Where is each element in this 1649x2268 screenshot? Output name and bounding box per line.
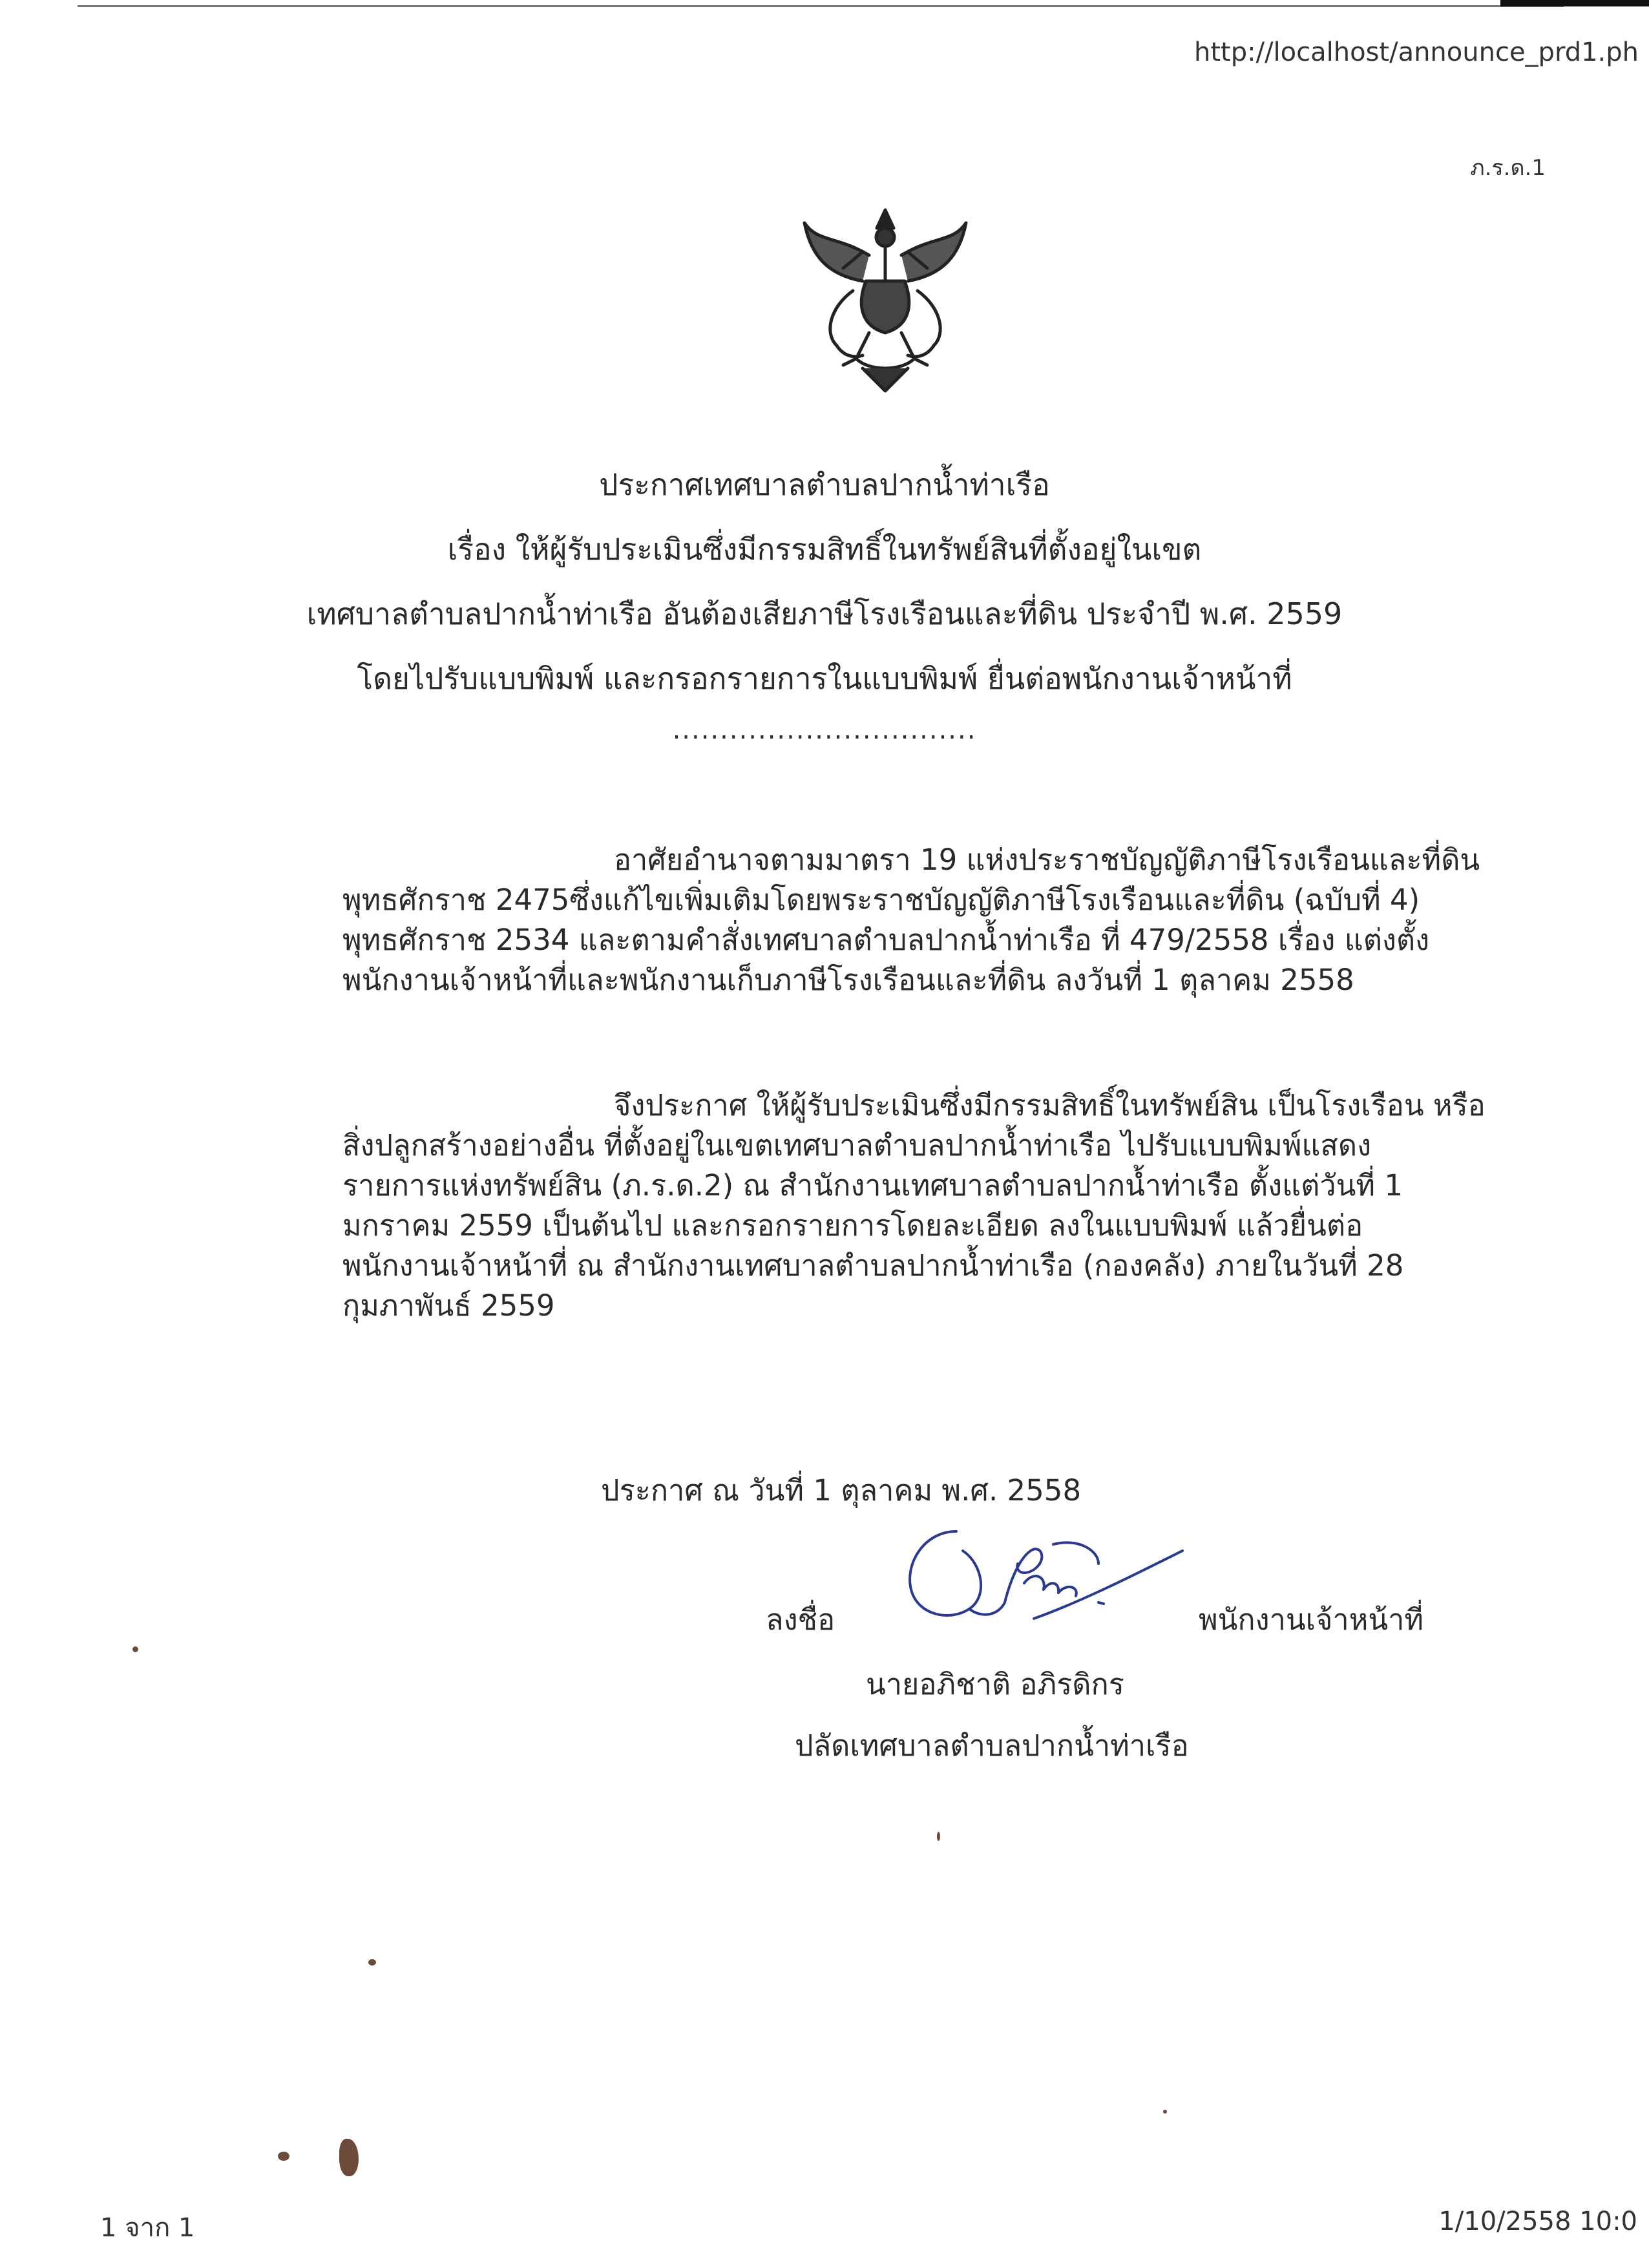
sign-label: ลงชื่อ (766, 1602, 835, 1637)
para1-line-2: พุทธศักราช 2475ซึ่งแก้ไขเพิ่มเติมโดยพระราชบัญญัติภาษีโรงเรือนและที่ดิน (ฉบับที่ 4) (342, 883, 1420, 917)
para1-line-3: พุทธศักราช 2534 และตามคำสั่งเทศบาลตำบลปากน้ำท่าเรือ ที่ 479/2558 เรื่อง แต่งตั้ง (342, 923, 1430, 957)
signer-name: นายอภิชาติ อภิรดิกร (866, 1667, 1124, 1701)
title-line-4: โดยไปรับแบบพิมพ์ และกรอกรายการในแบบพิมพ์ ยื่นต่อพนักงานเจ้าหน้าที่ (357, 661, 1292, 696)
scan-speck (132, 1646, 138, 1652)
title-dots-divider: ................................ (672, 715, 977, 745)
para2-line-5: พนักงานเจ้าหน้าที่ ณ สำนักงานเทศบาลตำบลปากน้ำท่าเรือ (กองคลัง) ภายในวันที่ 28 (342, 1248, 1404, 1283)
header-url: http://localhost/announce_prd1.ph (1194, 37, 1639, 67)
announcement-title (0, 452, 1649, 750)
garuda-emblem-icon (792, 197, 979, 404)
page-counter: 1 จาก 1 (100, 2213, 195, 2243)
announce-date: ประกาศ ณ วันที่ 1 ตุลาคม พ.ศ. 2558 (601, 1473, 1082, 1507)
body-paragraph-2 (342, 1086, 1538, 1326)
scan-speck (937, 1832, 940, 1841)
signature-image (885, 1506, 1195, 1654)
para2-line-3: รายการแห่งทรัพย์สิน (ภ.ร.ด.2) ณ สำนักงานเทศบาลตำบลปากน้ำท่าเรือ ตั้งแต่วันที่ 1 (342, 1168, 1403, 1202)
signer-title: ปลัดเทศบาลตำบลปากน้ำท่าเรือ (795, 1728, 1189, 1763)
body-paragraph-1 (342, 840, 1538, 1000)
sign-role: พนักงานเจ้าหน้าที่ (1199, 1602, 1424, 1637)
scan-speck (1163, 2110, 1167, 2114)
scan-speck (339, 2139, 359, 2176)
para2-line-4: มกราคม 2559 เป็นต้นไป และกรอกรายการโดยละเอียด ลงในแบบพิมพ์ แล้วยื่นต่อ (342, 1208, 1363, 1243)
para2-line-1: จึงประกาศ ให้ผู้รับประเมินซึ่งมีกรรมสิทธิ์ในทรัพย์สิน เป็นโรงเรือน หรือ (614, 1088, 1486, 1122)
title-line-1: ประกาศเทศบาลตำบลปากน้ำท่าเรือ (599, 467, 1050, 502)
scan-edge-top (78, 5, 1564, 7)
print-timestamp: 1/10/2558 10:0 (1438, 2207, 1637, 2236)
scan-speck (368, 1959, 376, 1966)
para2-line-6: กุมภาพันธ์ 2559 (342, 1288, 555, 1323)
title-line-3: เทศบาลตำบลปากน้ำท่าเรือ อันต้องเสียภาษีโรงเรือนและที่ดิน ประจำปี พ.ศ. 2559 (306, 596, 1343, 631)
scan-edge-corner (1500, 0, 1649, 6)
title-line-2: เรื่อง ให้ผู้รับประเมินซึ่งมีกรรมสิทธิ์ในทรัพย์สินที่ตั้งอยู่ในเขต (447, 532, 1202, 567)
para2-line-2: สิ่งปลูกสร้างอย่างอื่น ที่ตั้งอยู่ในเขตเทศบาลตำบลปากน้ำท่าเรือ ไปรับแบบพิมพ์แสดง (342, 1128, 1372, 1162)
form-code: ภ.ร.ด.1 (1470, 155, 1546, 181)
scan-speck (278, 2152, 289, 2161)
para1-line-1: อาศัยอำนาจตามมาตรา 19 แห่งประราชบัญญัติภาษีโรงเรือนและที่ดิน (614, 843, 1480, 877)
para1-line-4: พนักงานเจ้าหน้าที่และพนักงานเก็บภาษีโรงเรือนและที่ดิน ลงวันที่ 1 ตุลาคม 2558 (342, 963, 1354, 997)
